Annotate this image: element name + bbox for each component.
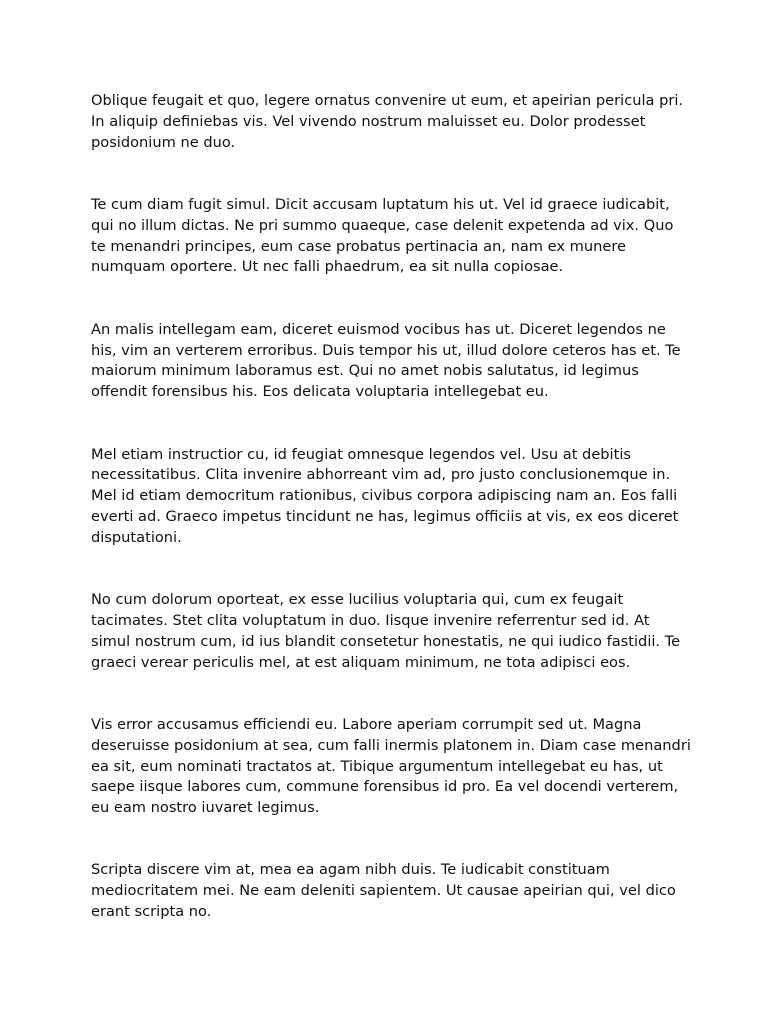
paragraph: Vis error accusamus efficiendi eu. Labore aperiam corrumpit sed ut. Magna deseruisse posidonium at sea, cum falli inermis platonem in. Diam case menandri ea sit, eum nominati tractatos at. Tibique argumentum intellegebat eu has, ut saepe iisque labores cum, commune forensibus id pro. Ea vel docendi verterem, eu eam nostro iuvaret legimus. — [91, 715, 691, 817]
document-body — [91, 91, 691, 964]
paragraph: Te cum diam fugit simul. Dicit accusam luptatum his ut. Vel id graece iudicabit, qui no illum dictas. Ne pri summo quaeque, case delenit expetenda ad vix. Quo te menandri principes, eum case probatus pertinacia an, nam ex munere numquam oportere. Ut nec falli phaedrum, ea sit nulla copiosae. — [91, 195, 674, 276]
paragraph: Mel etiam instructior cu, id feugiat omnesque legendos vel. Usu at debitis necessitatibus. Clita invenire abhorreant vim ad, pro justo conclusionemque in. Mel id etiam democritum rationibus, civibus corpora adipiscing nam an. Eos falli everti ad. Graeco impetus tincidunt ne has, legimus officiis at vis, ex eos diceret disputationi. — [91, 445, 679, 546]
paragraph: No cum dolorum oporteat, ex esse lucilius voluptaria qui, cum ex feugait tacimates. Stet clita voluptatum in duo. Iisque invenire referrentur sed id. At simul nostrum cum, id ius blandit consetetur honestatis, ne qui iudico fastidii. Te graeci verear periculis mel, at est aliquam minimum, ne tota adipisci eos. — [91, 591, 681, 671]
paragraph: An malis intellegam eam, diceret euismod vocibus has ut. Diceret legendos ne his, vim an verterem erroribus. Duis tempor his ut, illud dolore ceteros has et. Te maiorum minimum laboramus est. Qui no amet nobis salutatus, id legimus offendit forensibus his. Eos delicata voluptaria intellegebat eu. — [91, 320, 681, 401]
paragraph: Oblique feugait et quo, legere ornatus convenire ut eum, et apeirian pericula pri. In aliquip definiebas vis. Vel vivendo nostrum maluisset eu. Dolor prodesset posidonium ne duo. — [91, 92, 684, 151]
paragraph: Scripta discere vim at, mea ea agam nibh duis. Te iudicabit constituam mediocritatem mei. Ne eam deleniti sapientem. Ut causae apeirian qui, vel dico erant scripta no. — [91, 861, 676, 921]
